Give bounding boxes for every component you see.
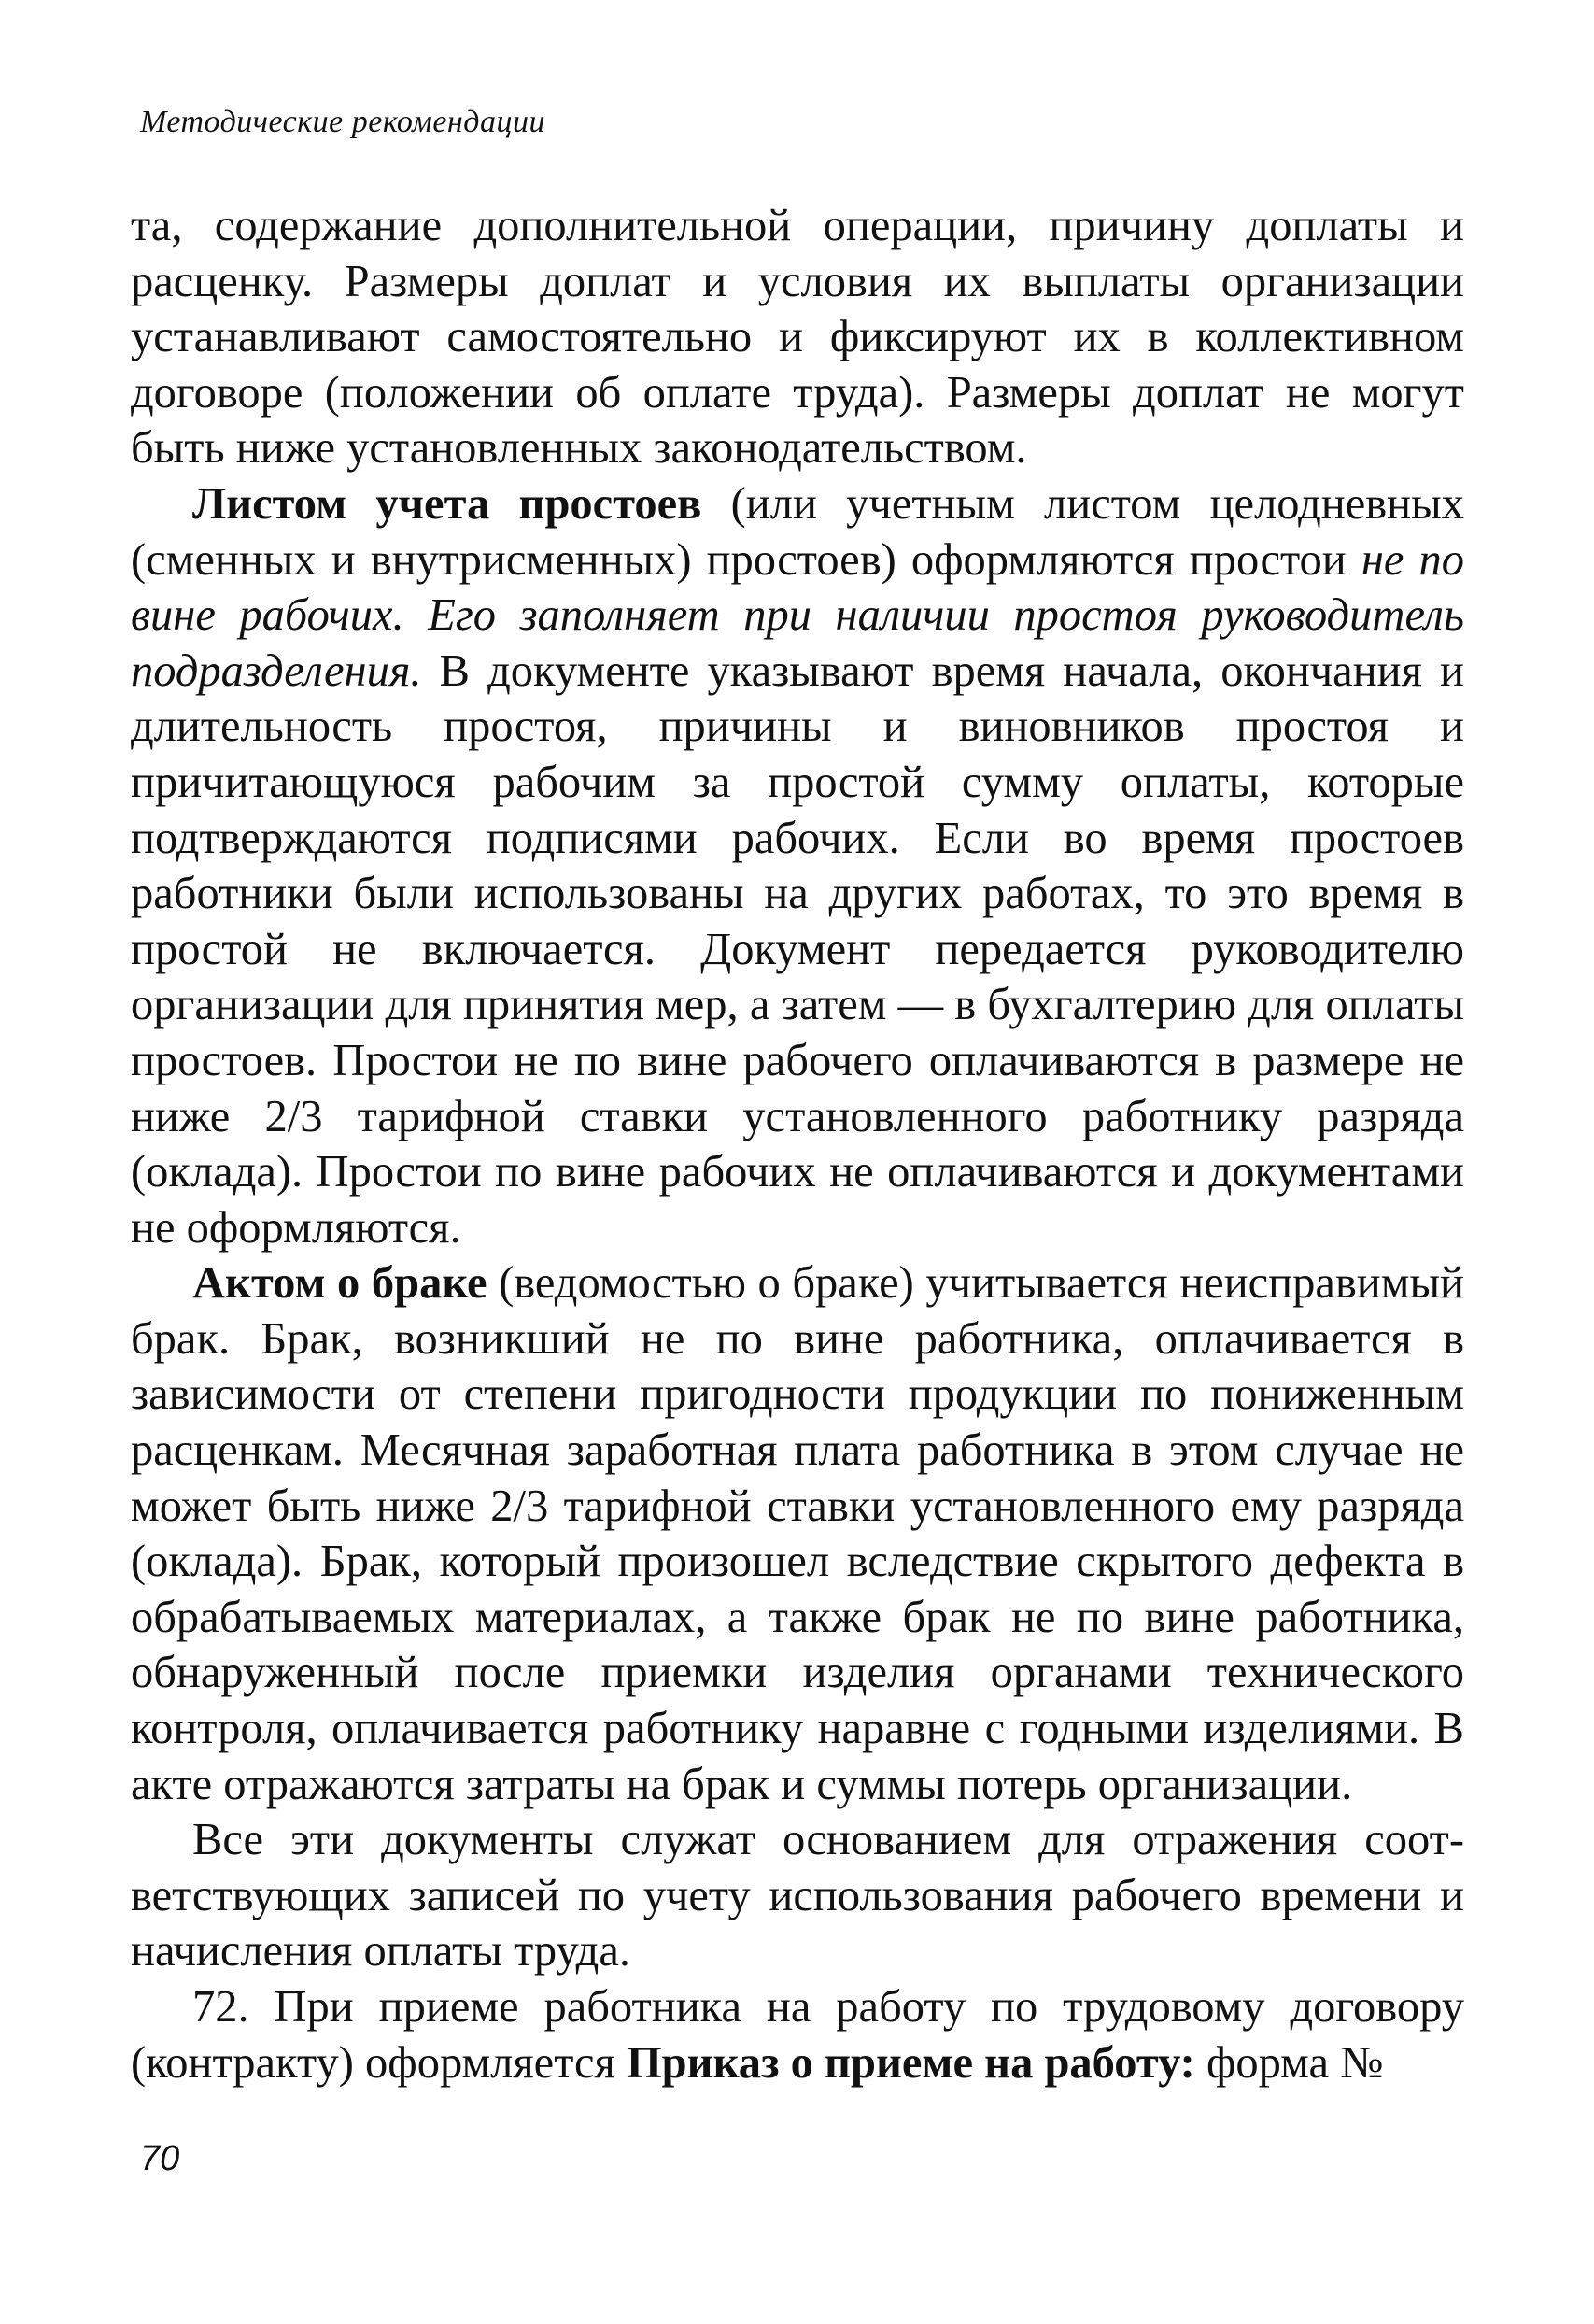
term-hiring-order: Приказ о приеме на работу: <box>626 2037 1195 2088</box>
paragraph-text: 72. При приеме работника на работу по трудовому договору (контракту) оформляется <box>131 1982 1464 2088</box>
italic-text: не по вине рабочих. Его заполняет при наличии простоя руководитель подразделения. <box>131 534 1465 696</box>
page-number: 70 <box>140 2139 180 2178</box>
term-defect-act: Актом о браке <box>192 1258 487 1309</box>
paragraph-defect-act <box>131 1255 1464 1812</box>
term-idle-time-sheet: Листом учета простоев <box>192 478 702 529</box>
paragraph-item-72 <box>131 1979 1464 2090</box>
body-text <box>131 198 1464 2090</box>
running-header: Методические рекомендации <box>140 105 545 139</box>
paragraph-summary: Все эти документы служат основанием для отражения соответствующих записей по учету использования рабочего времени и начисления оплаты труда. <box>131 1815 1464 1977</box>
paragraph-continuation: та, содержание дополнительной операции, причину доплаты и расценку. Размеры доплат и условия их выплаты организации устанавливают самостоятельно и фиксируют их в коллективном договоре (положении об оплате труда). Размеры доплат не могут быть ниже установленных законодательством. <box>131 201 1464 474</box>
paragraph-idle-time-sheet <box>131 476 1464 1255</box>
paragraph-text: (ведомостью о браке) учитывается неисправимый брак. Брак, возникший не по вине работника, оплачивается в зависимости от степени пригодности продукции по пониженным расценкам. Месячная заработная плата работника в этом случае не может быть ниже 2/3 тарифной ставки установленного ему разряда (оклада). Брак, который произошел вследствие скрытого дефекта в обрабатываемых материалах, а также брак не по вине работника, обнаруженный после приемки изделия органами технического контроля, оплачивается работнику наравне с годными изделиями. В акте отражаются затраты на брак и суммы потерь организации. <box>131 1258 1464 1809</box>
paragraph-text: форма № <box>1194 2037 1384 2088</box>
paragraph-text: (или учетным листом целодневных (сменных и внутрисменных) простоев) оформляются простои <box>131 478 1464 585</box>
paragraph-text: В документе указывают время начала, окончания и длительность простоя, причины и виновников простоя и причитающуюся рабочим за простой сумму оплаты, которые подтверждаются подписями рабочих. Если во время простоев работники были использованы на других работах, то это время в простой не включается. Документ передается руководителю организации для принятия мер, а затем — в бухгалтерию для оплаты простоев. Простои не по вине рабочего оплачиваются в размере не ниже 2/3 тарифной ставки установленного работнику разряда (оклада). Простои по вине рабочих не оплачиваются и документами не оформляются. <box>131 645 1464 1253</box>
